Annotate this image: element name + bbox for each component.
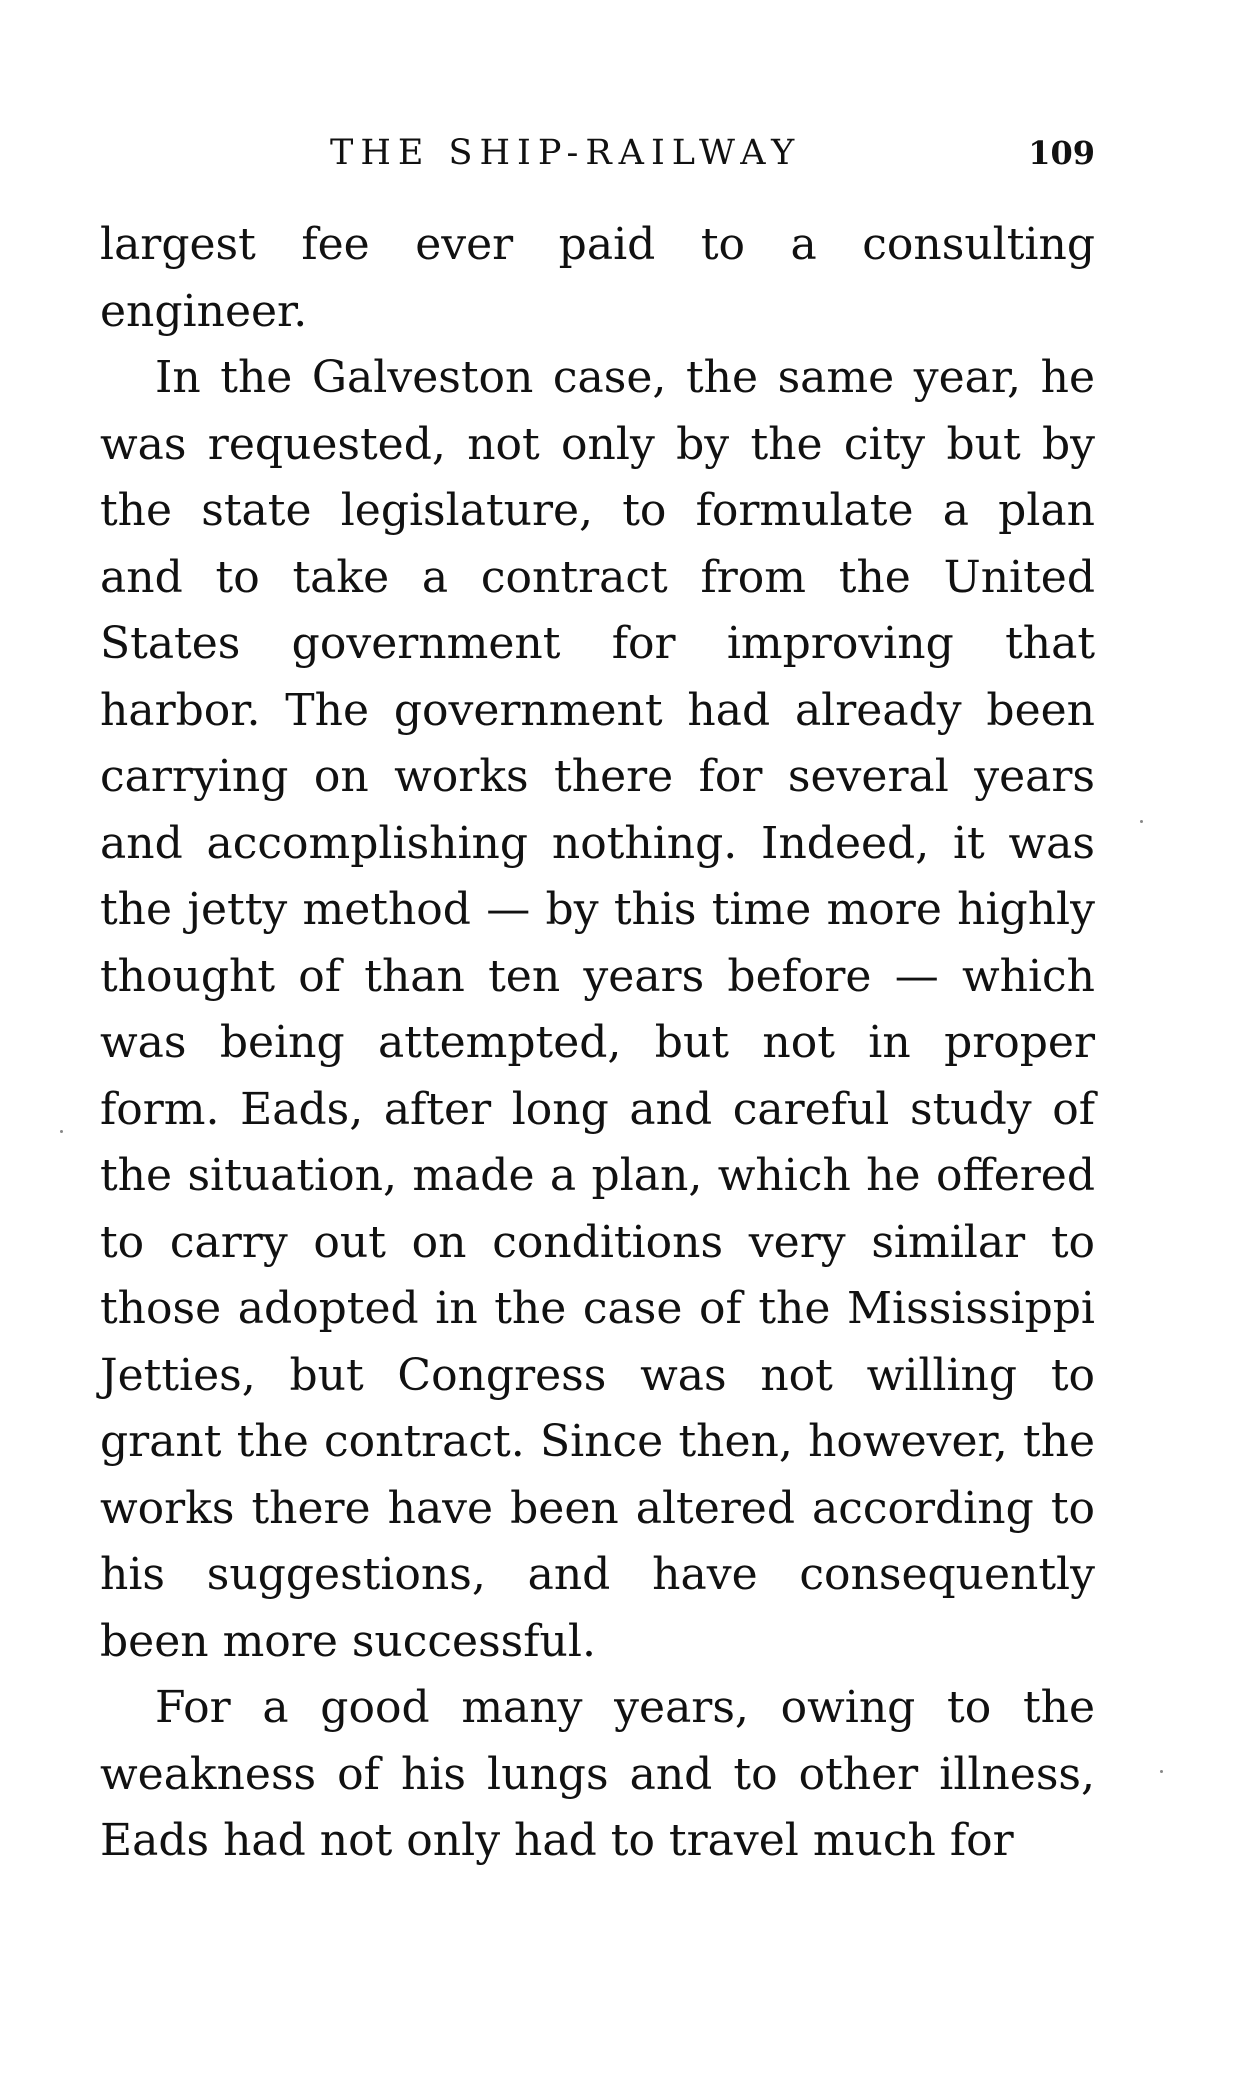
page-number: 109 (1028, 134, 1095, 172)
body-text (100, 212, 1095, 1875)
paper-speck (1160, 1770, 1163, 1773)
paper-speck (1140, 820, 1143, 823)
running-title: THE SHIP-RAILWAY (330, 133, 802, 173)
paragraph-illness: For a good many years, owing to the weakness of his lungs and to other illness, Eads had not only had to travel much for (100, 1682, 1095, 1866)
running-head (100, 128, 1095, 178)
paper-speck (60, 1130, 63, 1133)
paragraph-continuation: largest fee ever paid to a consulting engineer. (100, 219, 1095, 337)
paragraph-galveston: In the Galveston case, the same year, he was requested, not only by the city but by the state legislature, to formulate a plan and to take a contract from the United States government for improving that harbor. The government had already been carrying on works there for several years and accomplishing nothing. Indeed, it was the jetty method — by this time more highly thought of than ten years before — which was being attempted, but not in proper form. Eads, after long and careful study of the situation, made a plan, which he offered to carry out on conditions very similar to those adopted in the case of the Mississippi Jetties, but Congress was not willing to grant the contract. Since then, however, the works there have been altered according to his suggestions, and have consequently been more successful. (100, 352, 1095, 1667)
